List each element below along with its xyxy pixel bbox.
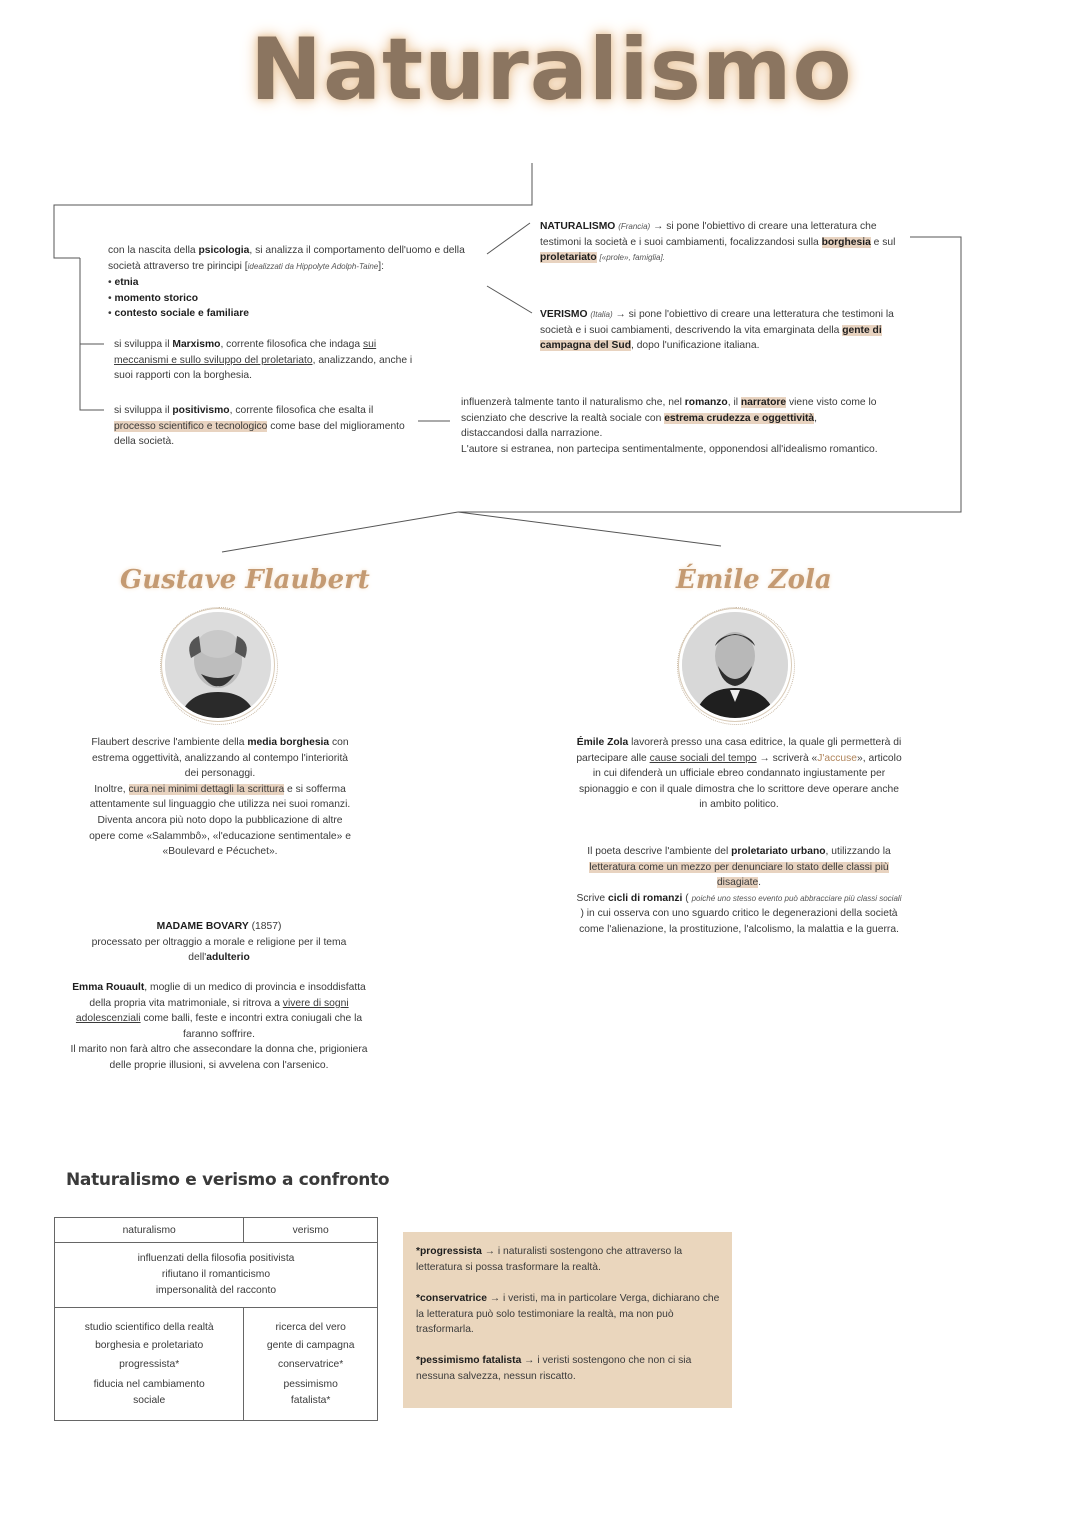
comparison-title: Naturalismo e verismo a confronto	[66, 1170, 390, 1190]
zola-description: Émile Zola lavorerà presso una casa editrice, la quale gli permetterà di partecipare alle cause sociali del tempo → scriverà «J'accuse», articolo in cui difenderà un ufficiale ebreo condannato ingiustamente per spionaggio e con il quale dimostra che lo scrittore deve operare anche in ambito politico.	[576, 737, 902, 811]
marxism-block: si sviluppa il Marxismo, corrente filosofica che indaga sui meccanismi e sullo sviluppo del proletariato, analizzando, anche i suoi rapporti con la borghesia.	[114, 339, 413, 382]
naturalismo-traits: studio scientifico della realtà borghesia e proletariato progressista* fiducia nel cambiamento sociale	[55, 1308, 244, 1421]
list-item: • etnia	[108, 277, 139, 289]
page-title: Naturalismo	[250, 20, 853, 120]
naturalismo-block: NATURALISMO (Francia) → si pone l'obiettivo di creare una letteratura che testimoni la società e i suoi cambiamenti, focalizzandosi sulla borghesia e sul proletariato [«prole», famiglia].	[540, 221, 896, 264]
zola-proletariat: Il poeta descrive l'ambiente del proletariato urbano, utilizzando la letteratura come un mezzo per denunciare lo stato delle classi più disagiate. Scrive cicli di romanzi ( poiché uno stesso evento può abbracciare più classi sociali ) in cui osserva con uno sguardo critico le degenerazioni della società come l'alienazione, la prostituzione, l'alcolismo, la malattia e la guerra.	[576, 846, 902, 935]
positivism-block: si sviluppa il positivismo, corrente filosofica che esalta il processo scientifico e tecnologico come base del miglioramento della società.	[114, 405, 405, 448]
verismo-block: VERISMO (Italia) → si pone l'obiettivo di creare una letteratura che testimoni la società e i suoi cambiamenti, descrivendo la vita emarginata della gente di campagna del Sud, dopo l'unificazione italiana.	[540, 309, 894, 352]
madame-bovary-block: MADAME BOVARY (1857) processato per oltraggio a morale e religione per il tema dell'adulterio	[91, 921, 347, 964]
table-header: naturalismo	[55, 1218, 244, 1243]
notes-box	[403, 1232, 732, 1408]
zola-name: Émile Zola	[676, 565, 832, 595]
flaubert-name: Gustave Flaubert	[120, 565, 370, 595]
table-header: verismo	[244, 1218, 378, 1243]
comparison-table	[54, 1217, 378, 1421]
note-pessimismo: *pessimismo fatalista → i veristi sostengono che non ci sia nessuna salvezza, nessun riscatto.	[416, 1355, 692, 1382]
zola-portrait	[682, 612, 788, 718]
bovary-plot: Emma Rouault, moglie di un medico di provincia e insoddisfatta della propria vita matrimoniale, si ritrova a vivere di sogni adolescenziali come balli, feste e incontri extra coniugali che la faranno soffrire. Il marito non farà altro che assecondare la donna che, prigioniera delle proprie illusioni, si avvelena con l'arsenico.	[70, 982, 368, 1071]
note-progressista: *progressista → i naturalisti sostengono che attraverso la letteratura si possa trasformare la realtà.	[416, 1246, 683, 1273]
list-item: • contesto sociale e familiare	[108, 308, 249, 320]
influence-block: influenzerà talmente tanto il naturalismo che, nel romanzo, il narratore viene visto come lo scienziato che descrive la realtà sociale con estrema crudezza e oggettività, distaccandosi dalla narrazione. L'autore si estranea, non partecipa sentimentalmente, opponendosi all'idealismo romantico.	[461, 397, 878, 455]
list-item: • momento storico	[108, 292, 198, 304]
flaubert-portrait	[165, 612, 271, 718]
psychology-block: con la nascita della psicologia, si analizza il comportamento dell'uomo e della società attraverso tre pirincipi [idealizzati da Hippolyte Adolph-Taine]: • etnia • momento storico • contesto sociale e familiare	[108, 243, 488, 322]
flaubert-description: Flaubert descrive l'ambiente della media borghesia con estrema oggettività, analizzando al contempo l'interiorità dei personaggi. Inoltre, cura nei minimi dettagli la scrittura e si sofferma attentamente sul linguaggio che utilizza nei suoi romanzi. Diventa ancora più noto dopo la pubblicazione di altre opere come «Salammbô», «l'educazione sentimentale» e «Boulevard e Pécuchet».	[89, 737, 351, 858]
verismo-traits: ricerca del vero gente di campagna conservatrice* pessimismo fatalista*	[244, 1308, 378, 1421]
principles-list	[108, 275, 488, 322]
shared-traits: influenzati della filosofia positivista rifiutano il romanticismo impersonalità del racconto	[55, 1243, 378, 1308]
note-conservatrice: *conservatrice → i veristi, ma in particolare Verga, dichiarano che la letteratura può solo testimoniare la realtà, ma non può trasformarla.	[416, 1293, 720, 1336]
